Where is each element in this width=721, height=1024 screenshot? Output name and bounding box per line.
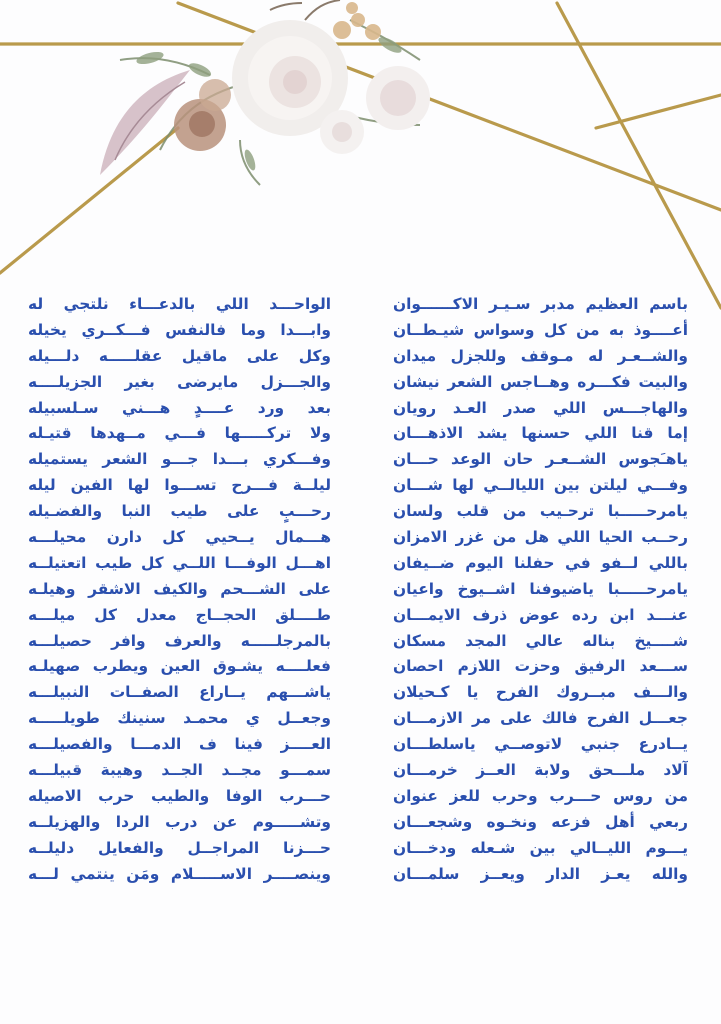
poem-verse: والجـــزل مايرضى بغير الجزيلــــه	[28, 372, 331, 391]
poem-verse: والشــعـر له مـوقف وللجزل ميدان	[393, 346, 688, 365]
poem-column-right	[393, 292, 688, 887]
poem-verse: وفـــكري بـــدا جـــو الشعر يستميله	[28, 450, 331, 469]
poem-verse: والـــف مبــروك الفرح يا كـحيلان	[393, 683, 688, 702]
poem-verse: يـــوم الليــالي بين شـعله ودخـــان	[393, 838, 688, 857]
poem-verse: وتشـــــوم عن درب الردا والهزيلــه	[28, 812, 331, 831]
poem-verse: ياشـــهم يــاراع الصفــات النبيلـــه	[28, 683, 331, 702]
rose-right	[366, 66, 430, 130]
poem-verse: طــــلق الحجــاج معدل كل ميلـــه	[28, 605, 331, 624]
poem-verse: يامرحـــــبا ترحـيب من قلب ولسان	[393, 502, 688, 521]
poem-verse: حـــرب الوفا والطيب حرب الاصيله	[28, 786, 331, 805]
poem-verse: والهاجـــس اللي صدر العـد رويان	[393, 398, 688, 417]
small-blossoms	[333, 2, 381, 40]
poem-verse: ولا تركـــــها فـــي مــهدها قتيـله	[28, 424, 331, 443]
poem-verse: ليلــة فـــرح تســـوا لها الفين ليله	[28, 476, 331, 495]
dried-stem	[270, 0, 340, 20]
poem-verse: من روس حـــرب وحرب للعز عنوان	[393, 786, 688, 805]
poem-verse: ســـعد الرفيق وحزت اللازم احصان	[393, 657, 688, 676]
poem-verse: باللي لــفو في حفلنا اليوم ضــيفان	[393, 553, 688, 572]
poem-verse: أعــــوذ به من كل وسواس شيـطــان	[393, 320, 688, 339]
poem-verse: وفـــي ليلتن بين الليالــي لها شـــان	[393, 476, 688, 495]
poem-column-left	[28, 292, 331, 887]
poem-verse: آلاد ملـــحق ولابة العــز خرمـــان	[393, 761, 688, 780]
rose-small	[320, 110, 364, 154]
poem-verse: يــادرع جنبي لاتوصــي ياسلطـــان	[393, 735, 688, 754]
poem-verse: جعـــل الفرح فالك على مر الازمـــان	[393, 709, 688, 728]
white-roses-bouquet	[90, 0, 450, 190]
poem-verse: رحــب الحيا اللي هل من غزر الامزان	[393, 528, 688, 547]
poem-verse: إما قنا اللي حسنها يشد الاذهـــان	[393, 424, 688, 443]
rose-bud-brown	[174, 79, 231, 151]
poem-verse: عنـــد ابن رده عوض ذرف الايمـــان	[393, 605, 688, 624]
poem-verse: وجعــل ي محمـد سنينك طويلـــــه	[28, 709, 331, 728]
poem-verse: باسم العظيم مدبر سـيـر الاكــــــوان	[393, 295, 688, 313]
poem-verse: شــــيخ بناله عالي المجد مسكان	[393, 631, 688, 650]
poem-verse: والله يعـز الدار ويعــز سلمـــان	[393, 864, 688, 883]
poem-verse: على الشـــحم والكيف الاشقر وهيلـه	[28, 579, 331, 598]
poem-verse: فعلــــه يشـوق العين ويطرب صهيلـه	[28, 657, 331, 676]
poem-verse: ياهـَجوس الشــعـر حان الوعد حـــان	[393, 450, 688, 469]
poem-verse: سمـــو مجــد الجــد وهيبة قبيلـــه	[28, 761, 331, 780]
poem-verse: ربعي أهل فزعه ونخـوه وشجعـــان	[393, 812, 688, 831]
poem-verse: وكل على ماقيل عقلـــــه دلـــيله	[28, 346, 331, 365]
poem-verse: هـــمال يــحيي كل دارن محيلـــه	[28, 528, 331, 547]
poem-verse: بالمرجلـــــه والعرف وافر حصيلـــه	[28, 631, 331, 650]
poem-verse: اهـــل الوفـــا اللــي كل طيب اتعتيلــه	[28, 553, 331, 572]
poem-verse: بعد ورد عــــدٍ هـــني سـلسبيله	[28, 398, 331, 417]
poem-verse: رحـــبٍ على طيب النبا والفضـيله	[28, 502, 331, 521]
poem-verse: حـــزنا المراجــل والفعايل دليلــه	[28, 838, 331, 857]
poem-verse: الواحـــد اللي بالدعـــاء نلتجي له	[28, 295, 331, 313]
poem-verse: وينصــــر الاســـــلام ومَن ينتمي لـــه	[28, 864, 331, 883]
poem-verse: وابـــدا وما فالنفس فـــكــري يخيله	[28, 320, 331, 339]
poem-verse: يامرحـــــبا ياضيوفنا اشــيوخ واعيان	[393, 579, 688, 598]
poem-verse: والبيت فكـــره وهــاجس الشعر نيشان	[393, 372, 688, 391]
poem-verse: العــــز فينا ف الدمـــا والفصيلـــه	[28, 735, 331, 754]
